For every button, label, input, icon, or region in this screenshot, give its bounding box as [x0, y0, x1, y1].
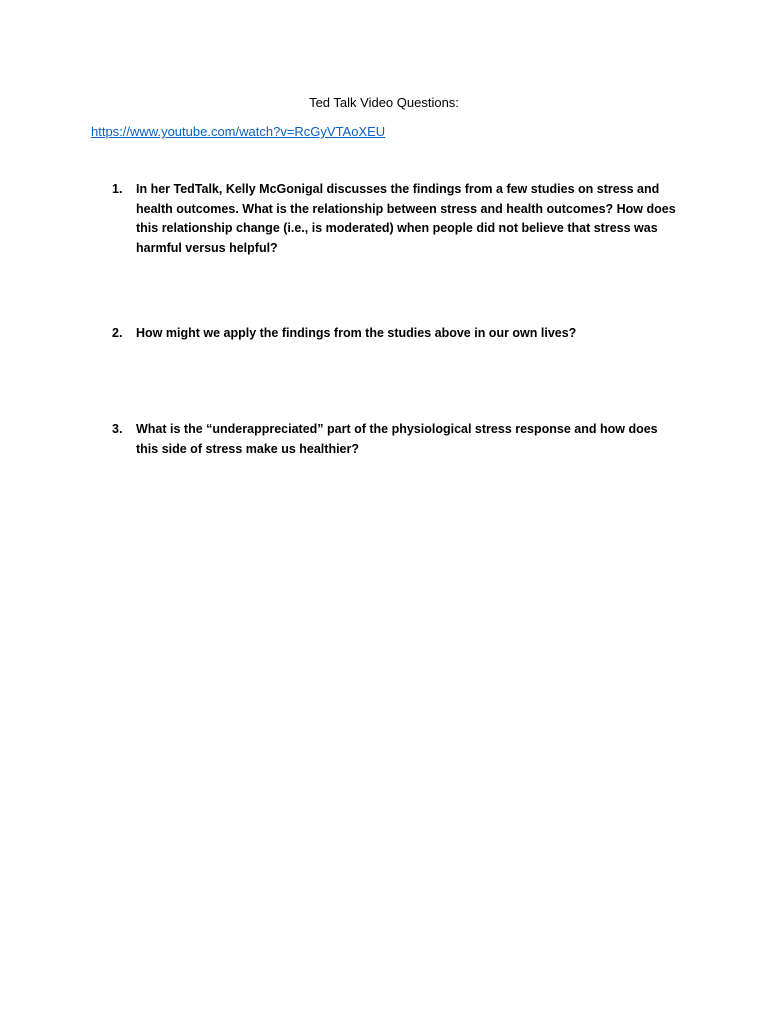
- question-text: How might we apply the findings from the studies above in our own lives?: [136, 326, 577, 340]
- video-link[interactable]: https://www.youtube.com/watch?v=RcGyVTAoXEU: [91, 124, 386, 139]
- question-text: In her TedTalk, Kelly McGonigal discusses the findings from a few studies on stress and health outcomes. What is the relationship between stress and health outcomes? How does this relationship change (i.e., is moderated) when people did not believe that stress was harmful versus helpful?: [136, 182, 676, 255]
- document-title: Ted Talk Video Questions:: [309, 95, 459, 110]
- question-item-2: [112, 324, 682, 344]
- question-number: 2.: [112, 326, 123, 340]
- question-number: 1.: [112, 182, 123, 196]
- question-text: What is the “underappreciated” part of the physiological stress response and how does this side of stress make us healthier?: [136, 422, 658, 456]
- question-number: 3.: [112, 422, 123, 436]
- question-item-3: [112, 420, 682, 459]
- question-item-1: [112, 180, 682, 258]
